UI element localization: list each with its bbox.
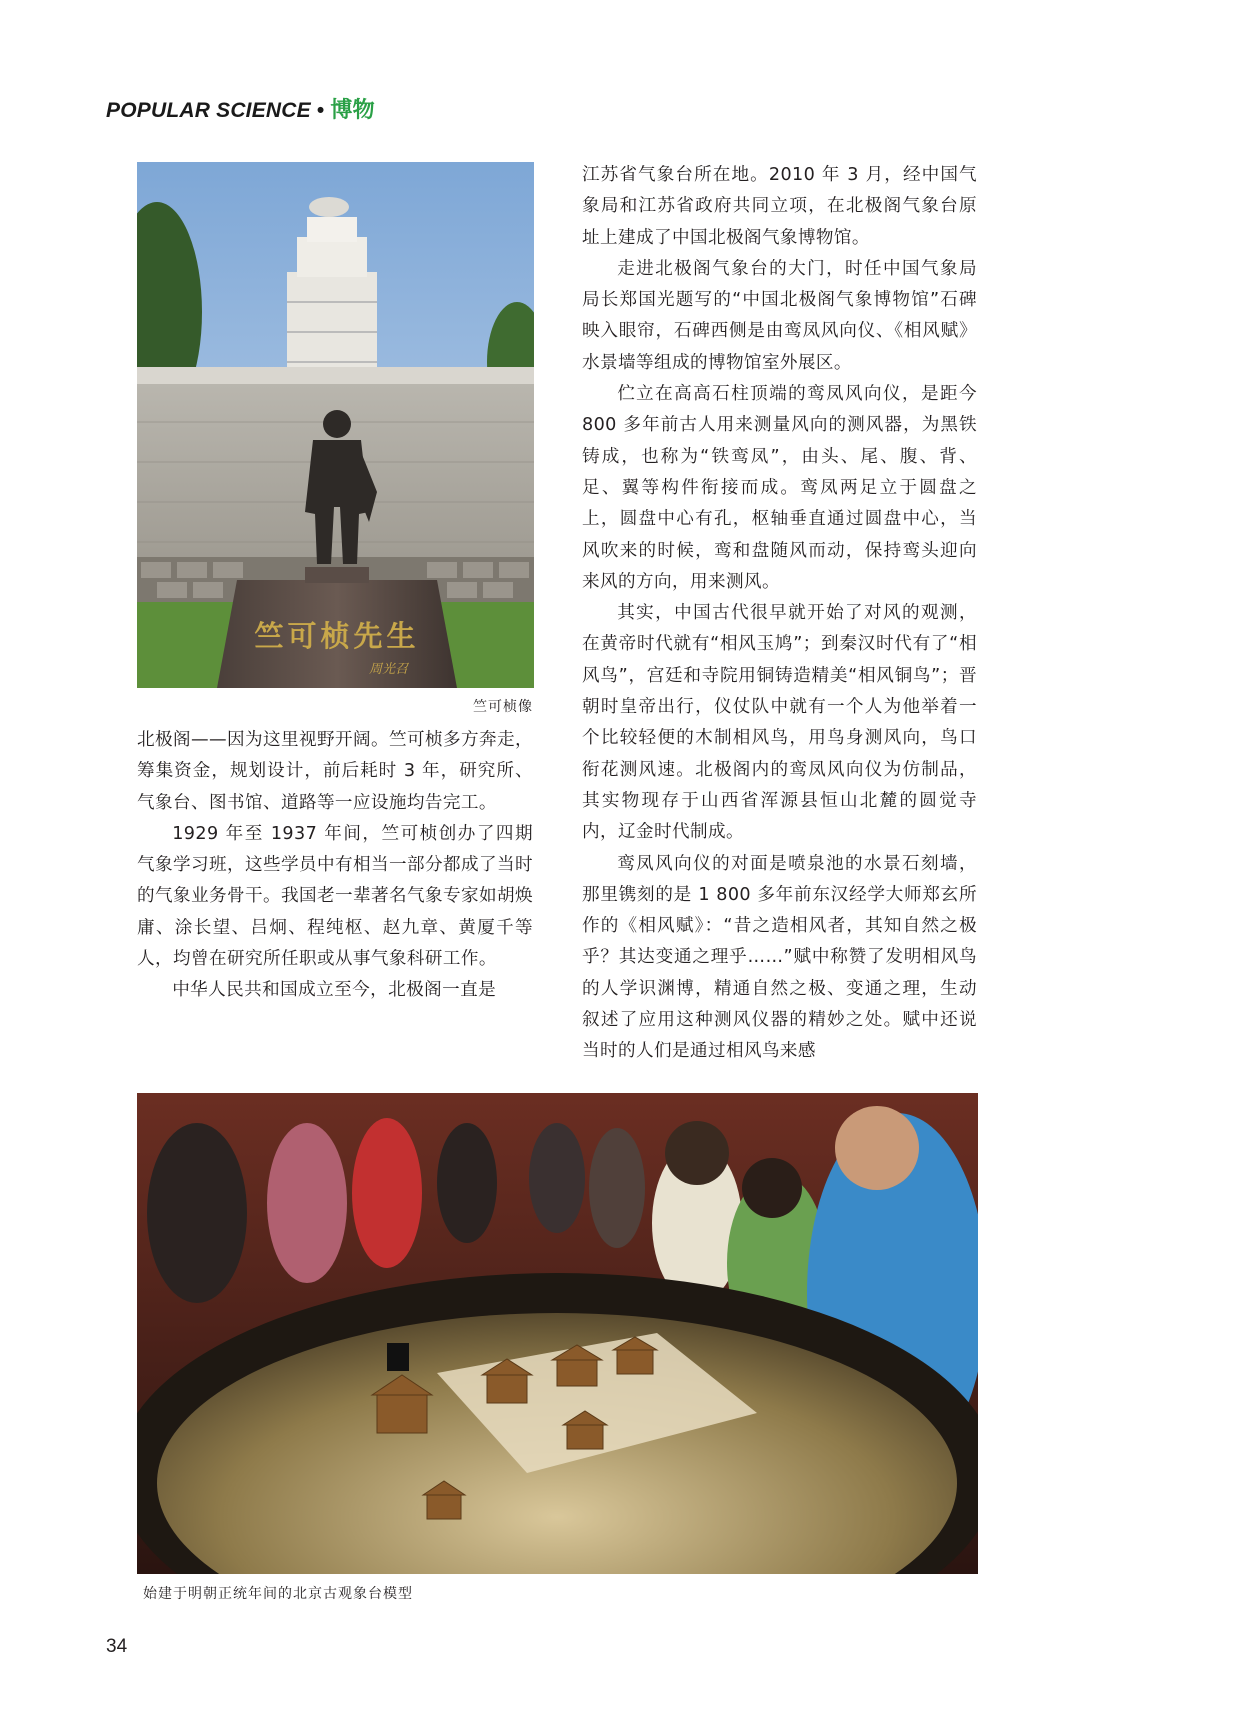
paragraph: 1929 年至 1937 年间，竺可桢创办了四期气象学习班，这些学员中有相当一部分都成了当时的气象业务骨干。我国老一辈著名气象专家如胡焕庸、涂长望、吕炯、程纯枢、赵九章、黄厦千等人，均曾在研究所任职或从事气象科研工作。 bbox=[137, 823, 533, 970]
paragraph: 伫立在高高石柱顶端的鸾凤风向仪，是距今 800 多年前古人用来测量风向的测风器，为黑铁铸成，也称为“铁鸾凤”，由头、尾、腹、背、足、翼等构件衔接而成。鸾凤两足立于圆盘之上，圆盘中心有孔，枢轴垂直通过圆盘中心，当风吹来的时候，鸾和盘随风而动，保持鸾头迎向来风的方向，用来测风。 bbox=[582, 384, 977, 592]
statue-photo bbox=[137, 162, 534, 688]
top-photo-caption: 竺可桢像 bbox=[473, 699, 533, 715]
page-number: 34 bbox=[106, 1636, 128, 1657]
paragraph: 中华人民共和国成立至今，北极阁一直是 bbox=[172, 980, 497, 1001]
left-column bbox=[137, 725, 533, 1007]
bottom-photo-caption: 始建于明朝正统年间的北京古观象台模型 bbox=[143, 1586, 413, 1602]
magazine-title: POPULAR SCIENCE bbox=[106, 99, 311, 122]
plaque-signature: 周光召 bbox=[369, 662, 409, 677]
paragraph: 鸾凤风向仪的对面是喷泉池的水景石刻墙，那里镌刻的是 1 800 多年前东汉经学大师郑玄所作的《相风赋》：“昔之造相风者，其知自然之极乎？其达变通之理乎……”赋中称赞了发明相风鸟的人学识渊博，精通自然之极、变通之理，生动叙述了应用这种测风仪器的精妙之处。赋中还说当时的人们是通过相风鸟来感 bbox=[582, 853, 977, 1062]
paragraph: 北极阁——因为这里视野开阔。竺可桢多方奔走，筹集资金，规划设计，前后耗时 3 年，研究所、气象台、图书馆、道路等一应设施均告完工。 bbox=[137, 730, 533, 813]
paragraph: 江苏省气象台所在地。2010 年 3 月，经中国气象局和江苏省政府共同立项，在北极阁气象台原址上建成了中国北极阁气象博物馆。 bbox=[582, 165, 977, 248]
statue-illustration bbox=[137, 162, 534, 688]
museum-scene-illustration bbox=[137, 1093, 978, 1574]
right-column bbox=[582, 160, 977, 1068]
header-separator: • bbox=[316, 99, 325, 122]
observatory-model-photo bbox=[137, 1093, 978, 1574]
paragraph: 走进北极阁气象台的大门，时任中国气象局局长郑国光题写的“中国北极阁气象博物馆”石碑映入眼帘，石碑西侧是由鸾凤风向仪、《相风赋》水景墙等组成的博物馆室外展区。 bbox=[582, 258, 977, 373]
paragraph: 其实，中国古代很早就开始了对风的观测，在黄帝时代就有“相风玉鸠”；到秦汉时代有了“相风鸟”，宫廷和寺院用铜铸造精美“相风铜鸟”；晋朝时皇帝出行，仪仗队中就有一个人为他举着一个比较轻便的木制相风鸟，用鸟身测风向，鸟口衔花测风速。北极阁内的鸾凤风向仪为仿制品，其实物现存于山西省浑源县恒山北麓的圆觉寺内，辽金时代制成。 bbox=[582, 603, 977, 843]
running-header bbox=[106, 93, 375, 124]
plaque-text: 竺可桢先生 bbox=[254, 619, 420, 653]
section-title: 博物 bbox=[330, 98, 375, 123]
